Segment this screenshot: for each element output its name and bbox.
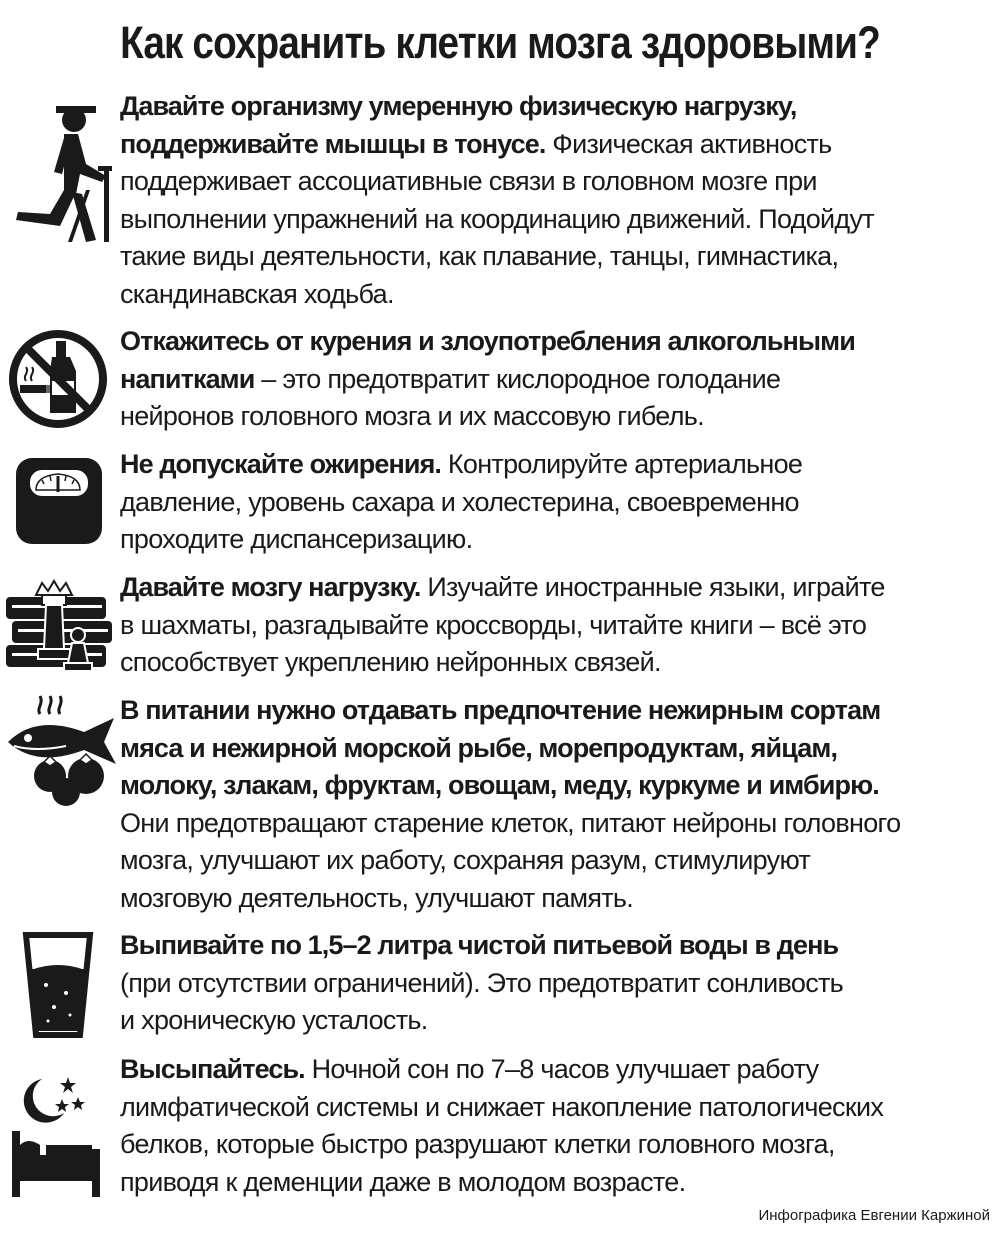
tip-3-text-tail: Контролируйте артериальное — [441, 449, 803, 479]
tip-4-text-line-2: в шахматы, разгадывайте кроссворды, читайте книги – всё это — [120, 609, 867, 640]
tip-1-text-line-3: поддерживает ассоциативные связи в головном мозге при — [120, 166, 817, 196]
tip-4-text-tail: Изучайте иностранные языки, играйте — [420, 572, 885, 602]
bathroom-scale-icon — [6, 454, 114, 550]
tip-5-text-line-5: мозга, улучшают их работу, сохраняя разум, стимулируют — [120, 845, 811, 875]
tip-1-text-line-4: выполнении упражнений на координацию движений. Подойдут — [120, 203, 874, 234]
tip-1-bold-line-2: поддерживайте мышцы в тонусе. — [120, 128, 546, 159]
tip-7-text-line-2: лимфатической системы и снижает накопление патологических — [120, 1091, 884, 1122]
tip-2-bold-line-2: напитками — [120, 363, 255, 394]
glass-of-water-icon — [6, 929, 114, 1039]
tip-7-text-tail: Ночной сон по 7–8 часов улучшает работу — [304, 1054, 819, 1084]
tip-6-bold-line-1: Выпивайте по 1,5–2 литра чистой питьевой воды в день — [120, 930, 839, 960]
tip-3-text-line-3: проходите диспансеризацию. — [120, 524, 473, 554]
tip-5-bold-line-3: молоку, злакам, фруктам, овощам, меду, куркуме и имбирю. — [120, 770, 879, 800]
tip-7-text-line-4: приводя к деменции даже в молодом возрасте. — [120, 1166, 686, 1197]
walking-elder-with-cane-icon — [6, 94, 114, 244]
tip-1-bold-line-1: Давайте организму умеренную физическую нагрузку, — [120, 91, 797, 121]
tip-5-text-line-4: Они предотвращают старение клеток, питают нейроны головного — [120, 807, 901, 838]
fish-and-vegetables-icon — [6, 692, 114, 808]
tip-6-text-line-3: и хроническую усталость. — [120, 1005, 428, 1035]
tip-1-text-line-6: скандинавская ходьба. — [120, 278, 394, 309]
tip-3-bold-line-1: Не допускайте ожирения. — [120, 449, 442, 479]
tip-3-text-line-2: давление, уровень сахара и холестерина, своевременно — [120, 486, 799, 517]
tip-7-bold-line-1: Высыпайтесь. — [120, 1054, 305, 1084]
tip-5-bold-line-1: В питании нужно отдавать предпочтение нежирным сортам — [120, 695, 881, 725]
tip-2-text-tail: – это предотвратит кислородное голодание — [254, 363, 781, 394]
no-smoking-no-alcohol-icon — [6, 327, 114, 431]
tip-7-text-line-3: белков, которые быстро разрушают клетки головного мозга, — [120, 1129, 835, 1159]
tip-2-bold-line-1: Откажитесь от курения и злоупотребления алкогольными — [120, 326, 855, 356]
tip-6-text-line-2: (при отсутствии ограничений). Это предотвратит сонливость — [120, 967, 844, 998]
tip-4-text-line-3: способствует укреплению нейронных связей. — [120, 647, 661, 677]
tip-1-text-line-5: такие виды деятельности, как плавание, танцы, гимнастика, — [120, 241, 839, 271]
moon-stars-bed-icon — [6, 1075, 114, 1199]
page-title: Как сохранить клетки мозга здоровыми? — [120, 17, 880, 68]
tip-2-text-line-3: нейронов головного мозга и их массовую гибель. — [120, 401, 704, 431]
tip-4-bold-line-1: Давайте мозгу нагрузку. — [120, 572, 421, 602]
tip-5-bold-line-2: мяса и нежирной морской рыбе, морепродуктам, яйцам, — [120, 732, 838, 763]
books-and-chess-icon — [6, 579, 114, 683]
tip-1-text-tail: Физическая активность — [545, 128, 832, 159]
infographic-credit: Инфографика Евгении Каржиной — [758, 1207, 990, 1224]
tip-5-text-line-6: мозговую деятельность, улучшают память. — [120, 882, 634, 913]
